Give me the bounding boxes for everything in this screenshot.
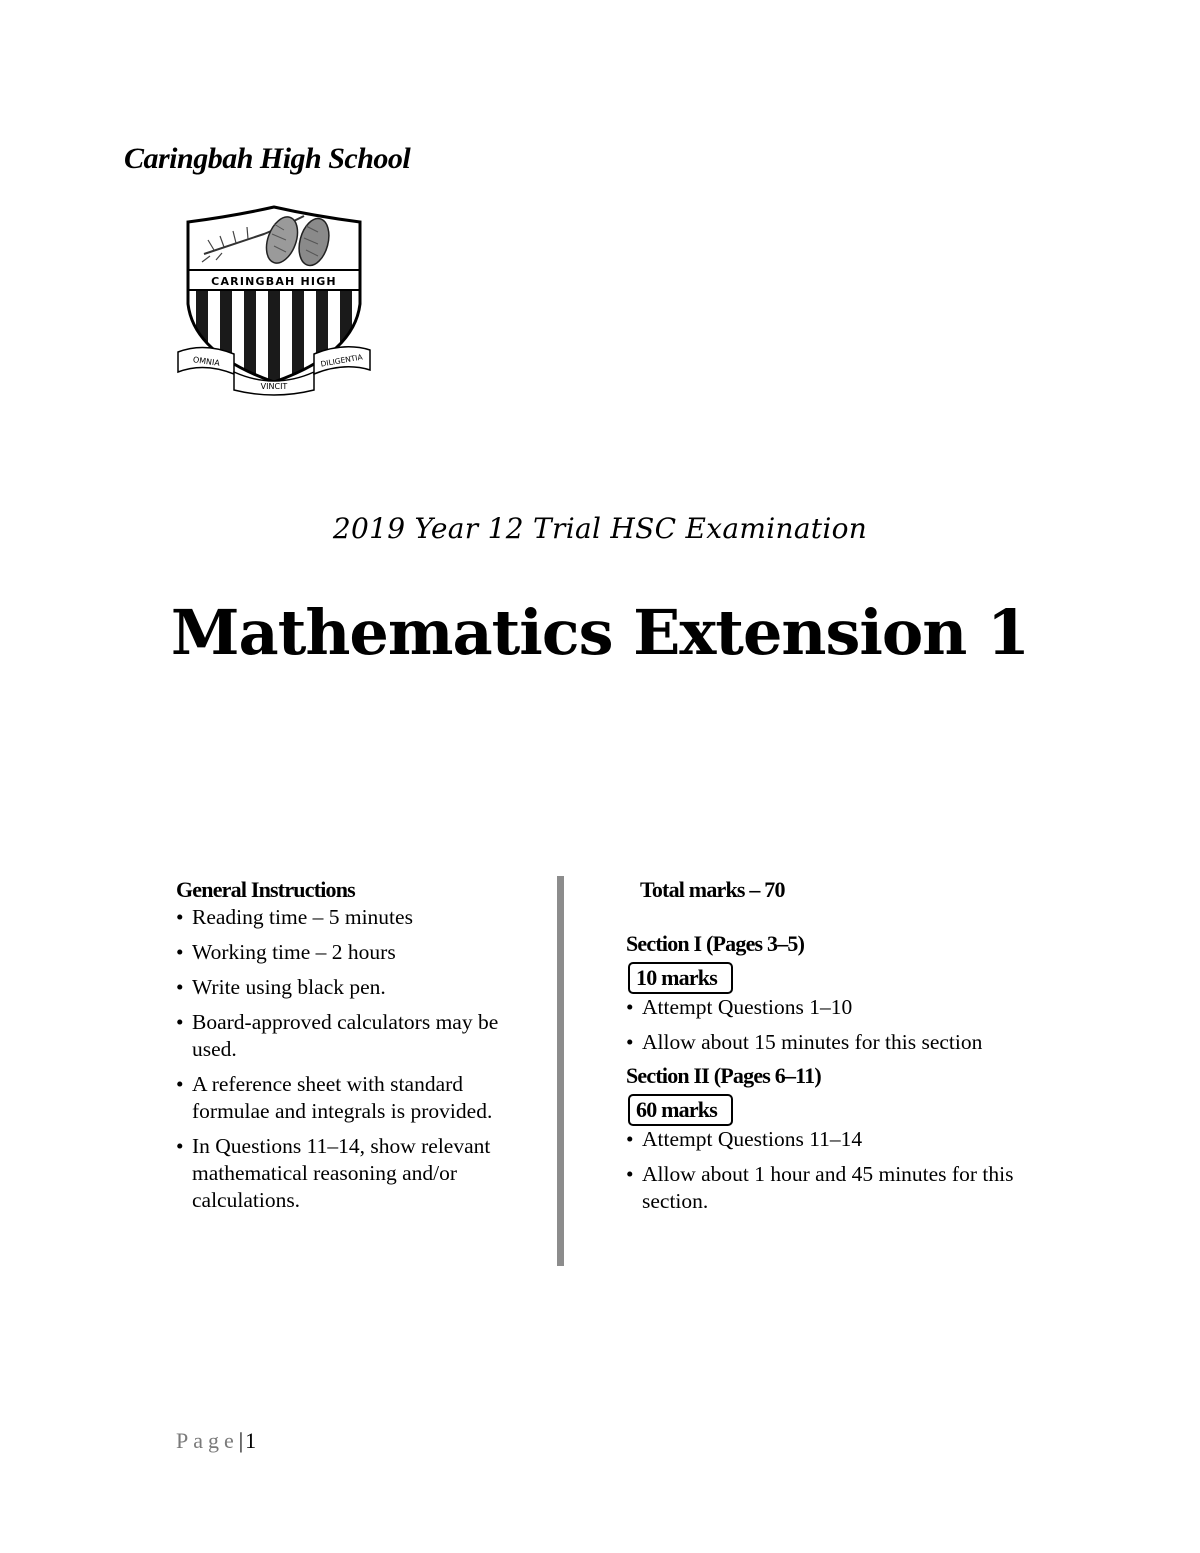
exam-title: 2019 Year 12 Trial HSC Examination — [332, 512, 868, 545]
section-2-heading: Section II (Pages 6–11) — [626, 1063, 821, 1088]
subject-title: Mathematics Extension 1 — [170, 596, 1030, 669]
list-item: • In Questions 11–14, show relevant mathematical reasoning and/or calculations. — [176, 1134, 491, 1212]
list-item: • Allow about 15 minutes for this section — [626, 1030, 983, 1054]
school-crest-logo — [174, 204, 374, 398]
section-1-heading: Section I (Pages 3–5) — [626, 931, 805, 956]
total-marks-heading: Total marks – 70 — [640, 877, 785, 902]
page-footer — [176, 1428, 256, 1454]
page-label: Page — [176, 1428, 239, 1453]
section-2-list — [626, 1126, 1026, 1215]
list-item: • Attempt Questions 11–14 — [626, 1127, 863, 1151]
bullet-icon: • — [626, 995, 634, 1019]
bullet-icon: • — [626, 1162, 634, 1186]
list-item: • Working time – 2 hours — [176, 940, 396, 964]
crest-motto-left: OMNIA — [192, 355, 221, 368]
list-item: • Allow about 1 hour and 45 minutes for this section. — [626, 1162, 1014, 1213]
marks-column — [626, 876, 1026, 1215]
general-instructions-column — [176, 876, 536, 1222]
section-2-marks-box: 60 marks — [628, 1094, 733, 1126]
general-instructions-list — [176, 904, 536, 1214]
bullet-icon: • — [176, 940, 184, 964]
list-item: • A reference sheet with standard formulae and integrals is provided. — [176, 1072, 493, 1123]
page-separator: | — [238, 1428, 244, 1453]
bullet-icon: • — [176, 1010, 184, 1034]
crest-motto-center: VINCIT — [260, 382, 288, 391]
bullet-icon: • — [176, 1072, 184, 1096]
column-divider — [557, 876, 564, 1266]
crest-banner-text: CARINGBAH HIGH — [211, 275, 337, 288]
list-item: • Reading time – 5 minutes — [176, 905, 413, 929]
bullet-icon: • — [626, 1127, 634, 1151]
section-1-list — [626, 994, 1026, 1056]
bullet-icon: • — [176, 1134, 184, 1158]
bullet-icon: • — [176, 975, 184, 999]
page-number: 1 — [245, 1428, 257, 1453]
list-item: • Board-approved calculators may be used. — [176, 1010, 499, 1061]
list-item: • Attempt Questions 1–10 — [626, 995, 853, 1019]
list-item: • Write using black pen. — [176, 975, 386, 999]
section-1-marks-box: 10 marks — [628, 962, 733, 994]
school-name: Caringbah High School — [124, 142, 411, 175]
bullet-icon: • — [626, 1030, 634, 1054]
crest-motto-right: DILIGENTIA — [319, 352, 364, 369]
bullet-icon: • — [176, 905, 184, 929]
general-instructions-heading: General Instructions — [176, 877, 355, 902]
